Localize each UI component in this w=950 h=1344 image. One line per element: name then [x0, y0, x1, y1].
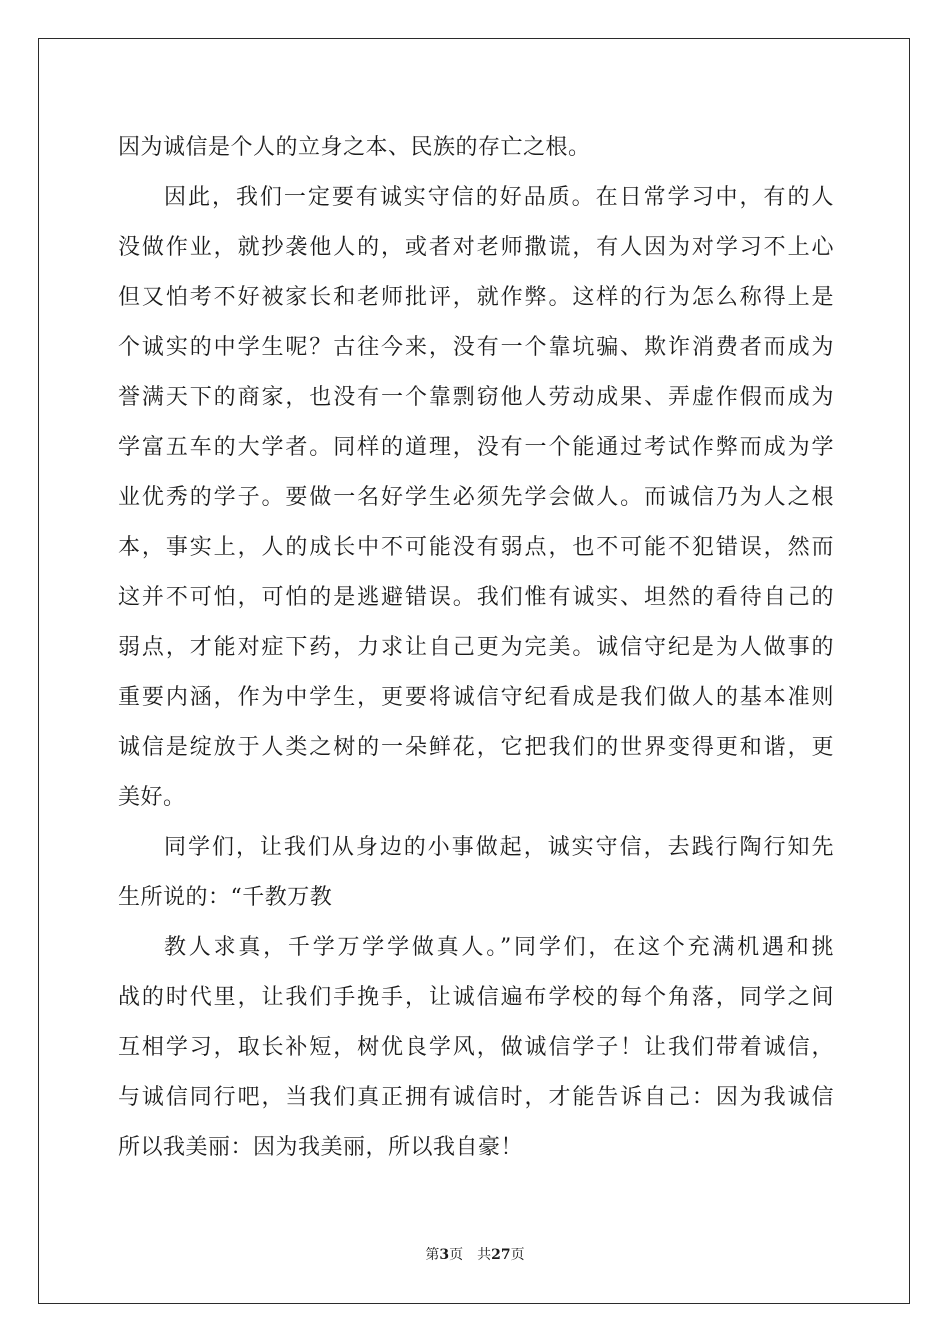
text-line: 因为诚信是个人的立身之本、民族的存亡之根。 — [118, 135, 591, 160]
text-line: 弱点，才能对症下药，力求让自己更为完美。诚信守纪是为人做事的 — [118, 635, 834, 660]
text-line: 所以我美丽：因为我美丽，所以我自豪！ — [118, 1135, 524, 1160]
text-line: 教人求真，千学万学学做真人。”同学们，在这个充满机遇和挑 — [164, 935, 834, 960]
page-footer — [0, 1244, 950, 1264]
text-line: 生所说的：“千教万教 — [118, 885, 333, 910]
page-number: 3 — [439, 1247, 450, 1263]
text-line: 本，事实上，人的成长中不可能没有弱点，也不可能不犯错误，然而 — [118, 535, 834, 560]
text-line: 但又怕考不好被家长和老师批评，就作弊。这样的行为怎么称得上是 — [118, 285, 834, 310]
total-prefix: 共 — [477, 1247, 492, 1263]
text-line: 因此，我们一定要有诚实守信的好品质。在日常学习中，有的人 — [164, 185, 834, 210]
text-line: 学富五车的大学者。同样的道理，没有一个能通过考试作弊而成为学 — [118, 435, 834, 460]
text-line: 美好。 — [118, 785, 186, 810]
text-line: 互相学习，取长补短，树优良学风，做诚信学子！让我们带着诚信， — [118, 1035, 834, 1060]
page-prefix: 第 — [425, 1247, 440, 1263]
text-line: 业优秀的学子。要做一名好学生必须先学会做人。而诚信乃为人之根 — [118, 485, 834, 510]
text-line: 誉满天下的商家，也没有一个靠剽窃他人劳动成果、弄虚作假而成为 — [118, 385, 834, 410]
text-line: 战的时代里，让我们手挽手，让诚信遍布学校的每个角落，同学之间 — [118, 985, 834, 1010]
page-suffix: 页 — [449, 1247, 464, 1263]
total-pages: 27 — [491, 1247, 511, 1263]
text-line: 没做作业，就抄袭他人的，或者对老师撒谎，有人因为对学习不上心 — [118, 235, 834, 260]
text-line: 重要内涵，作为中学生，更要将诚信守纪看成是我们做人的基本准则 — [118, 685, 834, 710]
text-line: 同学们，让我们从身边的小事做起，诚实守信，去践行陶行知先 — [164, 835, 834, 860]
text-line: 这并不可怕，可怕的是逃避错误。我们惟有诚实、坦然的看待自己的 — [118, 585, 834, 610]
text-line: 诚信是绽放于人类之树的一朵鲜花，它把我们的世界变得更和谐，更 — [118, 735, 834, 760]
text-line: 个诚实的中学生呢？古往今来，没有一个靠坑骗、欺诈消费者而成为 — [118, 335, 834, 360]
text-line: 与诚信同行吧，当我们真正拥有诚信时，才能告诉自己：因为我诚信 — [118, 1085, 834, 1110]
total-suffix: 页 — [510, 1247, 525, 1263]
